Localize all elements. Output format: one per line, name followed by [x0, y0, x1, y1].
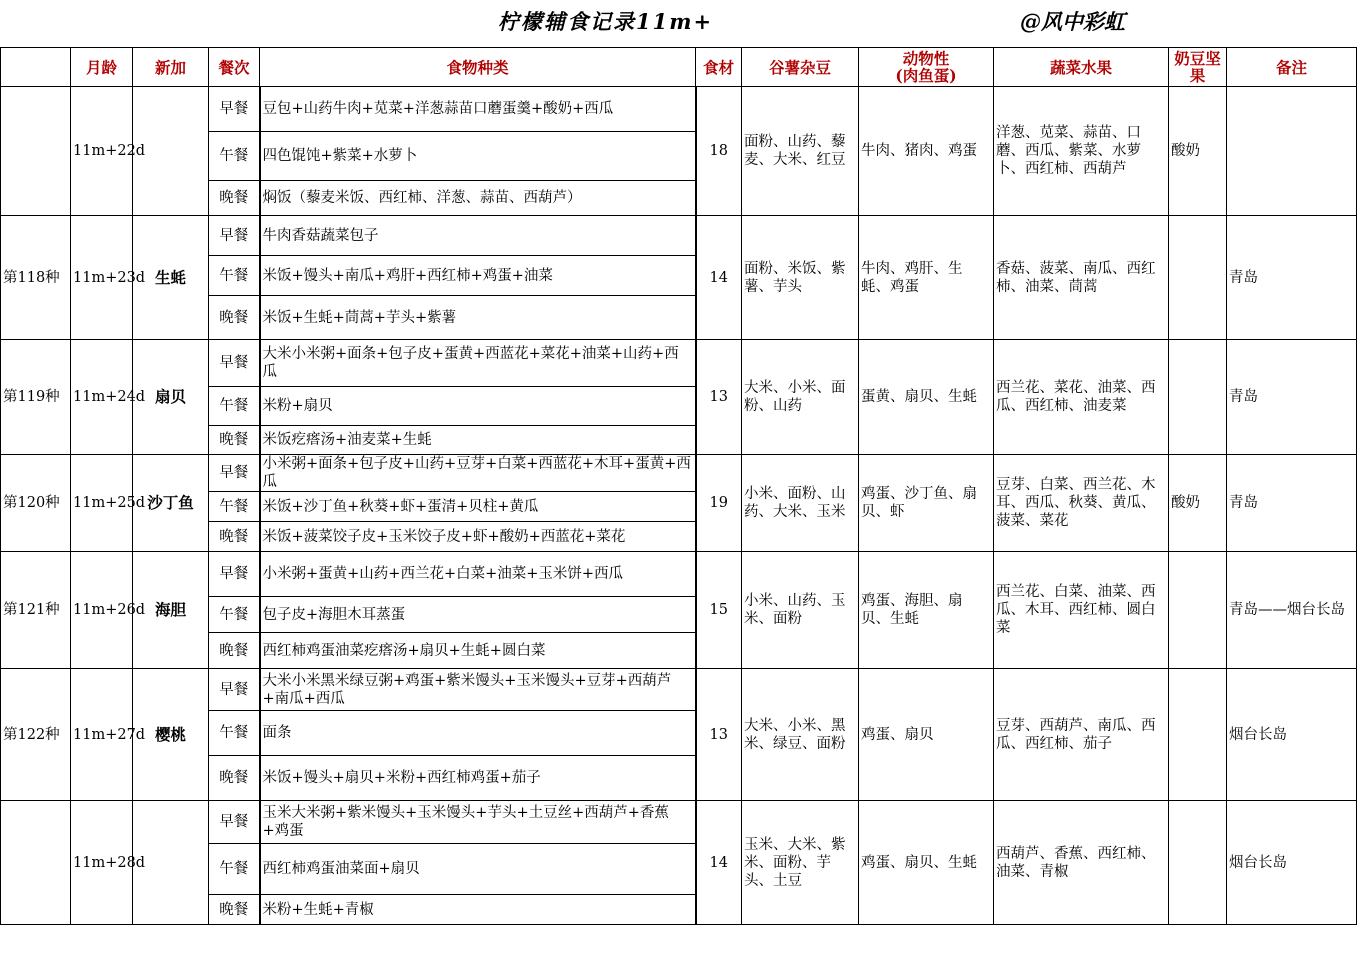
dairy-nuts-cell — [1169, 216, 1227, 340]
meal-name-cell: 午餐 — [209, 597, 260, 633]
food-items-cell: 西红柿鸡蛋油菜疙瘩汤+扇贝+生蚝+圆白菜 — [260, 633, 696, 669]
col-header-age: 月龄 — [71, 48, 133, 87]
food-items-cell: 四色馄饨+紫菜+水萝卜 — [260, 132, 696, 181]
page-title: 柠檬辅食记录11m+ — [498, 9, 714, 34]
animal-food-cell: 牛肉、猪肉、鸡蛋 — [859, 87, 994, 216]
new-food-cell: 沙丁鱼 — [133, 455, 209, 552]
meal-name-cell: 晚餐 — [209, 181, 260, 216]
table-row — [1, 340, 1357, 387]
veg-fruit-cell: 西葫芦、香蕉、西红柿、油菜、青椒 — [994, 801, 1169, 925]
food-items-cell: 牛肉香菇蔬菜包子 — [260, 216, 696, 256]
food-items-cell: 焖饭（藜麦米饭、西红柿、洋葱、蒜苗、西葫芦） — [260, 181, 696, 216]
meal-name-cell: 早餐 — [209, 669, 260, 711]
col-header-new: 新加 — [133, 48, 209, 87]
meal-name-cell: 晚餐 — [209, 522, 260, 552]
food-index-cell: 第120种 — [1, 455, 71, 552]
dairy-nuts-cell — [1169, 552, 1227, 669]
meal-name-cell: 午餐 — [209, 387, 260, 426]
food-items-cell: 米粉+生蚝+青椒 — [260, 895, 696, 925]
meal-name-cell: 晚餐 — [209, 426, 260, 455]
meal-name-cell: 早餐 — [209, 216, 260, 256]
table-row — [1, 552, 1357, 597]
note-cell: 青岛 — [1227, 216, 1357, 340]
food-items-cell: 大米小米黑米绿豆粥+鸡蛋+紫米馒头+玉米馒头+豆芽+西葫芦+南瓜+西瓜 — [260, 669, 696, 711]
col-header-dairy: 奶豆坚果 — [1169, 48, 1227, 87]
grains-cell: 小米、面粉、山药、大米、玉米 — [742, 455, 859, 552]
col-header-meal: 餐次 — [209, 48, 260, 87]
animal-food-cell: 蛋黄、扇贝、生蚝 — [859, 340, 994, 455]
age-cell: 11m+28d — [71, 801, 133, 925]
note-cell: 青岛——烟台长岛 — [1227, 552, 1357, 669]
veg-fruit-cell: 豆芽、西葫芦、南瓜、西瓜、西红柿、茄子 — [994, 669, 1169, 801]
ingredient-count-cell: 18 — [696, 87, 742, 216]
food-items-cell: 米饭疙瘩汤+油麦菜+生蚝 — [260, 426, 696, 455]
col-header-animal: 动物性 (肉鱼蛋) — [859, 48, 994, 87]
veg-fruit-cell: 香菇、菠菜、南瓜、西红柿、油菜、茼蒿 — [994, 216, 1169, 340]
dairy-nuts-cell — [1169, 669, 1227, 801]
food-index-cell — [1, 87, 71, 216]
table-row — [1, 216, 1357, 256]
note-cell: 青岛 — [1227, 455, 1357, 552]
dairy-nuts-cell — [1169, 340, 1227, 455]
food-items-cell: 小米粥+面条+包子皮+山药+豆芽+白菜+西蓝花+木耳+蛋黄+西瓜 — [260, 455, 696, 492]
table-header-row — [1, 48, 1357, 87]
food-index-cell: 第119种 — [1, 340, 71, 455]
new-food-cell: 樱桃 — [133, 669, 209, 801]
food-items-cell: 面条 — [260, 711, 696, 756]
food-items-cell: 玉米大米粥+紫米馒头+玉米馒头+芋头+土豆丝+西葫芦+香蕉+鸡蛋 — [260, 801, 696, 844]
table-row — [1, 87, 1357, 132]
grains-cell: 面粉、米饭、紫薯、芋头 — [742, 216, 859, 340]
ingredient-count-cell: 19 — [696, 455, 742, 552]
veg-fruit-cell: 西兰花、白菜、油菜、西瓜、木耳、西红柿、圆白菜 — [994, 552, 1169, 669]
food-items-cell: 米饭+馒头+扇贝+米粉+西红柿鸡蛋+茄子 — [260, 756, 696, 801]
food-items-cell: 米饭+菠菜饺子皮+玉米饺子皮+虾+酸奶+西蓝花+菜花 — [260, 522, 696, 552]
col-header-count: 食材 — [696, 48, 742, 87]
meal-name-cell: 早餐 — [209, 455, 260, 492]
food-items-cell: 米饭+生蚝+茼蒿+芋头+紫薯 — [260, 296, 696, 340]
age-cell: 11m+23d — [71, 216, 133, 340]
ingredient-count-cell: 14 — [696, 216, 742, 340]
ingredient-count-cell: 14 — [696, 801, 742, 925]
col-header-note: 备注 — [1227, 48, 1357, 87]
age-cell: 11m+26d — [71, 552, 133, 669]
new-food-cell: 海胆 — [133, 552, 209, 669]
meal-name-cell: 晚餐 — [209, 895, 260, 925]
meal-name-cell: 早餐 — [209, 340, 260, 387]
food-items-cell: 米粉+扇贝 — [260, 387, 696, 426]
dairy-nuts-cell — [1169, 801, 1227, 925]
food-index-cell: 第121种 — [1, 552, 71, 669]
food-items-cell: 豆包+山药牛肉+苋菜+洋葱蒜苗口蘑蛋羹+酸奶+西瓜 — [260, 87, 696, 132]
col-header-grains: 谷薯杂豆 — [742, 48, 859, 87]
new-food-cell: 扇贝 — [133, 340, 209, 455]
grains-cell: 小米、山药、玉米、面粉 — [742, 552, 859, 669]
table-body — [1, 87, 1357, 925]
note-cell: 烟台长岛 — [1227, 801, 1357, 925]
meal-name-cell: 午餐 — [209, 711, 260, 756]
table-row — [1, 669, 1357, 711]
veg-fruit-cell: 豆芽、白菜、西兰花、木耳、西瓜、秋葵、黄瓜、菠菜、菜花 — [994, 455, 1169, 552]
veg-fruit-cell: 西兰花、菜花、油菜、西瓜、西红柿、油麦菜 — [994, 340, 1169, 455]
col-header-index — [1, 48, 71, 87]
meal-name-cell: 午餐 — [209, 492, 260, 522]
ingredient-count-cell: 13 — [696, 340, 742, 455]
grains-cell: 玉米、大米、紫米、面粉、芋头、土豆 — [742, 801, 859, 925]
meal-name-cell: 早餐 — [209, 87, 260, 132]
grains-cell: 大米、小米、黑米、绿豆、面粉 — [742, 669, 859, 801]
grains-cell: 面粉、山药、藜麦、大米、红豆 — [742, 87, 859, 216]
food-log-table — [0, 47, 1357, 925]
food-items-cell: 包子皮+海胆木耳蒸蛋 — [260, 597, 696, 633]
note-cell: 烟台长岛 — [1227, 669, 1357, 801]
note-cell: 青岛 — [1227, 340, 1357, 455]
age-cell: 11m+27d — [71, 669, 133, 801]
food-items-cell: 米饭+馒头+南瓜+鸡肝+西红柿+鸡蛋+油菜 — [260, 256, 696, 296]
meal-name-cell: 早餐 — [209, 552, 260, 597]
ingredient-count-cell: 13 — [696, 669, 742, 801]
table-row — [1, 455, 1357, 492]
note-cell — [1227, 87, 1357, 216]
meal-name-cell: 晚餐 — [209, 296, 260, 340]
food-items-cell: 小米粥+蛋黄+山药+西兰花+白菜+油菜+玉米饼+西瓜 — [260, 552, 696, 597]
col-header-veg: 蔬菜水果 — [994, 48, 1169, 87]
food-items-cell: 米饭+沙丁鱼+秋葵+虾+蛋清+贝柱+黄瓜 — [260, 492, 696, 522]
age-cell: 11m+25d — [71, 455, 133, 552]
food-items-cell: 西红柿鸡蛋油菜面+扇贝 — [260, 844, 696, 895]
food-index-cell: 第118种 — [1, 216, 71, 340]
age-cell: 11m+24d — [71, 340, 133, 455]
col-header-food: 食物种类 — [260, 48, 696, 87]
grains-cell: 大米、小米、面粉、山药 — [742, 340, 859, 455]
author-handle: @风中彩虹 — [1020, 9, 1125, 34]
meal-name-cell: 午餐 — [209, 256, 260, 296]
ingredient-count-cell: 15 — [696, 552, 742, 669]
food-index-cell — [1, 801, 71, 925]
meal-name-cell: 早餐 — [209, 801, 260, 844]
animal-food-cell: 鸡蛋、扇贝 — [859, 669, 994, 801]
food-index-cell: 第122种 — [1, 669, 71, 801]
animal-food-cell: 鸡蛋、海胆、扇贝、生蚝 — [859, 552, 994, 669]
dairy-nuts-cell: 酸奶 — [1169, 87, 1227, 216]
dairy-nuts-cell: 酸奶 — [1169, 455, 1227, 552]
new-food-cell: 生蚝 — [133, 216, 209, 340]
meal-name-cell: 午餐 — [209, 844, 260, 895]
animal-food-cell: 鸡蛋、沙丁鱼、扇贝、虾 — [859, 455, 994, 552]
meal-name-cell: 晚餐 — [209, 756, 260, 801]
age-cell: 11m+22d — [71, 87, 133, 216]
meal-name-cell: 晚餐 — [209, 633, 260, 669]
animal-food-cell: 牛肉、鸡肝、生蚝、鸡蛋 — [859, 216, 994, 340]
veg-fruit-cell: 洋葱、苋菜、蒜苗、口蘑、西瓜、紫菜、水萝卜、西红柿、西葫芦 — [994, 87, 1169, 216]
table-row — [1, 801, 1357, 844]
food-items-cell: 大米小米粥+面条+包子皮+蛋黄+西蓝花+菜花+油菜+山药+西瓜 — [260, 340, 696, 387]
animal-food-cell: 鸡蛋、扇贝、生蚝 — [859, 801, 994, 925]
meal-name-cell: 午餐 — [209, 132, 260, 181]
